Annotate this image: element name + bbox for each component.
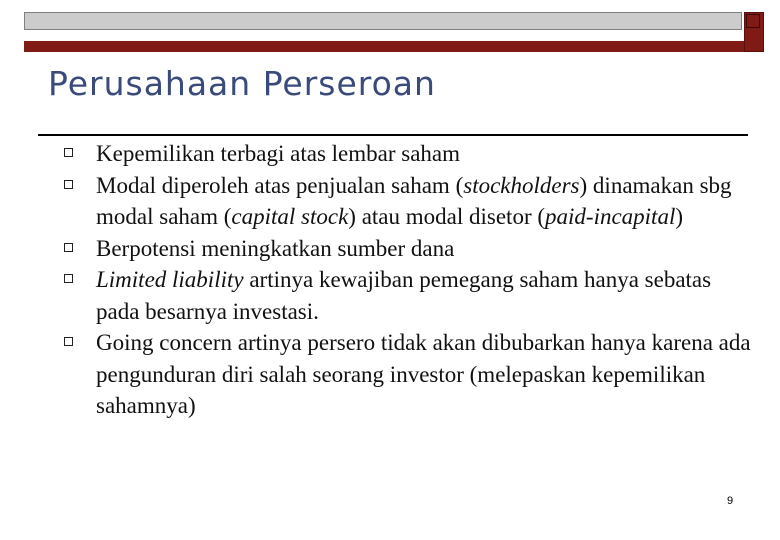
list-item-text <box>96 141 460 166</box>
text-segment: Going concern artinya persero tidak akan dibubarkan hanya karena ada pengunduran diri salah seorang investor (melepaskan kepemilikan sahamnya) <box>96 330 751 418</box>
list-item <box>60 138 760 170</box>
text-segment: ) <box>675 204 684 229</box>
text-segment: Modal diperoleh atas penjualan saham ( <box>96 172 464 198</box>
list-item <box>60 170 760 233</box>
list-item <box>60 233 760 265</box>
hollow-square-icon <box>64 337 73 346</box>
list-item-text <box>96 173 732 230</box>
list-item-text <box>96 330 751 418</box>
hollow-square-icon <box>64 148 73 157</box>
header-red-band <box>24 41 764 52</box>
text-segment: Berpotensi meningkatkan sumber dana <box>96 235 455 261</box>
list-item <box>60 327 760 422</box>
list-item-text <box>96 236 454 261</box>
text-segment: Kepemilikan terbagi atas lembar saham <box>96 141 461 166</box>
title-divider <box>38 134 748 136</box>
list-item-text <box>96 267 711 324</box>
hollow-square-icon <box>64 180 73 189</box>
text-segment: Limited liability <box>96 267 244 292</box>
header-decoration <box>24 12 764 41</box>
header-grey-band <box>24 12 742 30</box>
text-segment: stockholders <box>463 172 580 198</box>
slide-title: Perusahaan Perseroan <box>48 64 436 103</box>
page-number: 9 <box>727 495 734 507</box>
text-segment: artinya kewajiban pemegang saham hanya sebatas pada besarnya investasi. <box>96 267 712 324</box>
text-segment: paid-incapital <box>545 204 676 229</box>
list-item <box>60 264 760 327</box>
hollow-square-icon <box>64 243 73 252</box>
header-corner-square-icon <box>746 14 760 28</box>
text-segment: capital stock <box>231 204 349 229</box>
bullet-list <box>60 138 760 422</box>
hollow-square-icon <box>64 274 73 283</box>
text-segment: ) dinamakan sbg modal saham ( <box>96 172 732 229</box>
text-segment: ) atau modal disetor ( <box>348 204 546 229</box>
